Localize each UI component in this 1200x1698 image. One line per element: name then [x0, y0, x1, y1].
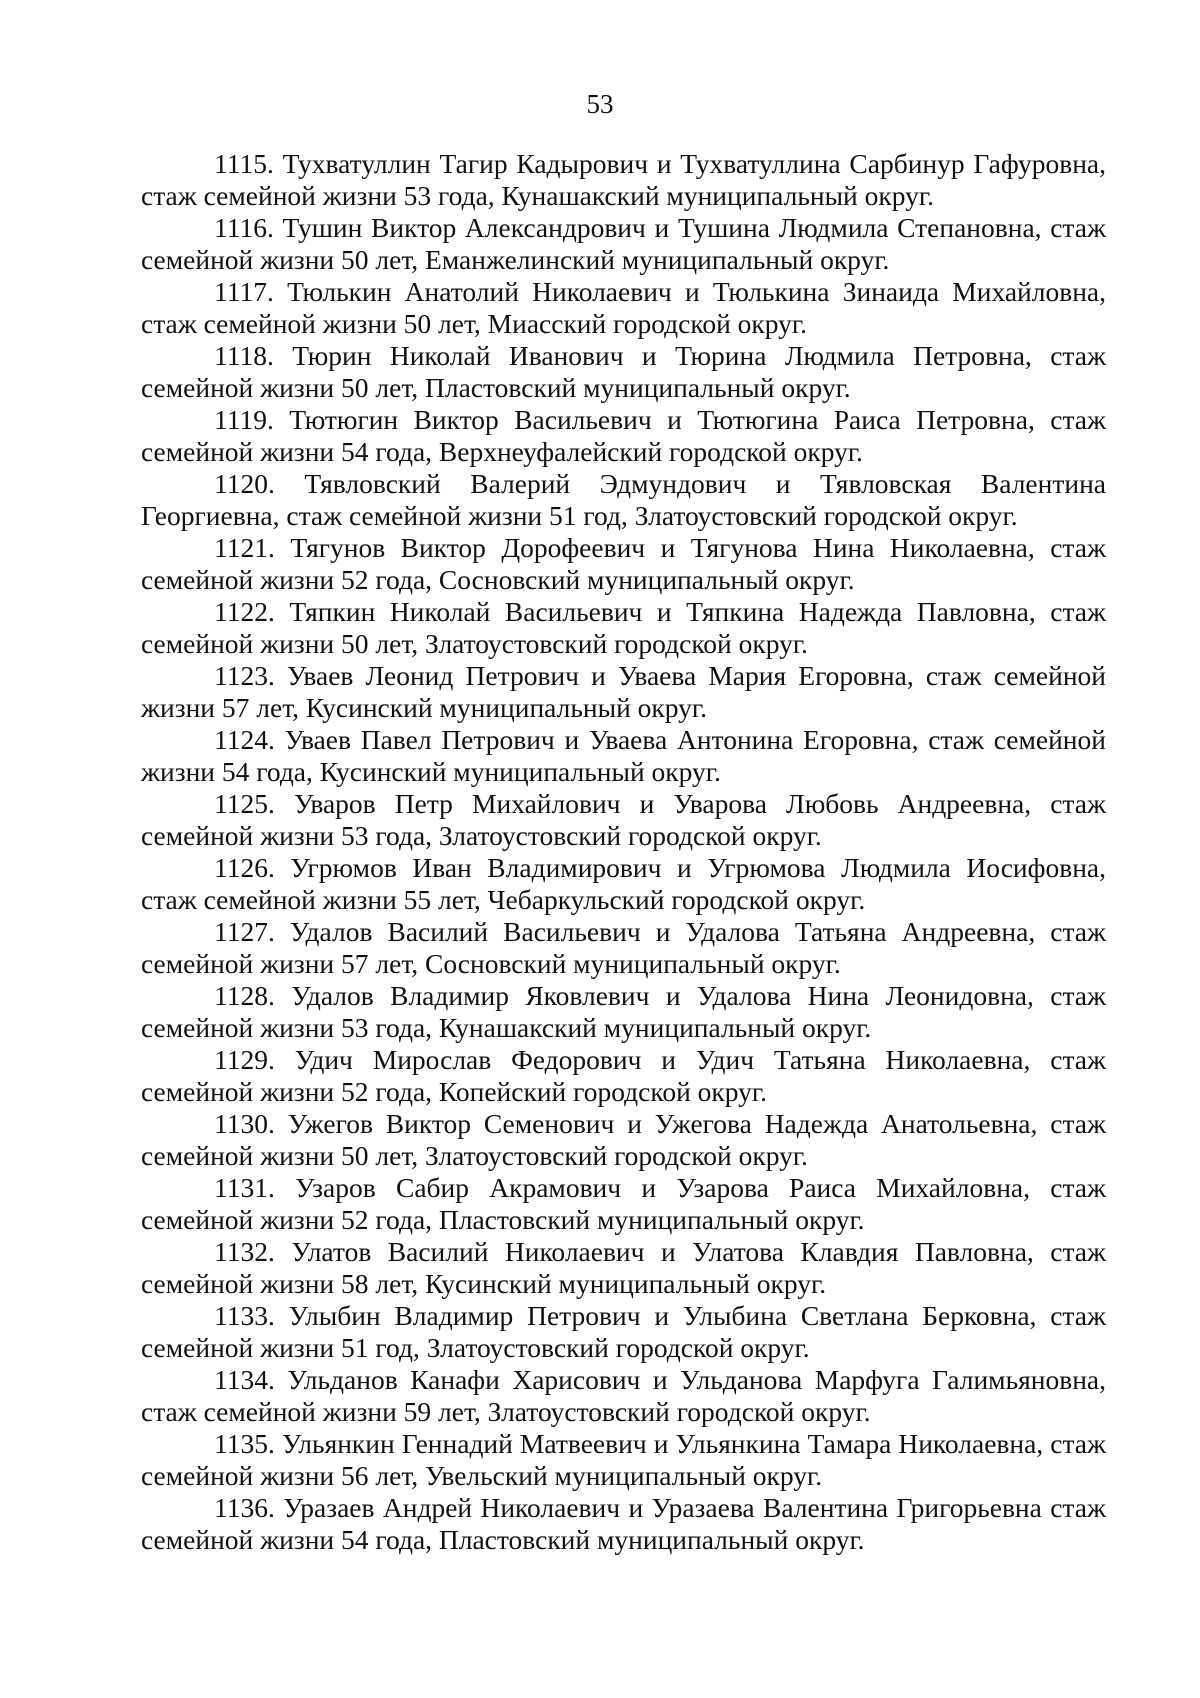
entry-text: Угрюмов Иван Владимирович и Угрюмова Людмила Иосифовна, стаж семейной жизни 55 лет, Чебаркульский городской округ. [141, 852, 1106, 915]
list-item [141, 1300, 1106, 1364]
list-item [141, 212, 1106, 276]
entry-text: Тюрин Николай Иванович и Тюрина Людмила Петровна, стаж семейной жизни 50 лет, Пластовский муниципальный округ. [141, 340, 1106, 403]
entry-number: 1118. [214, 340, 274, 371]
entry-number: 1127. [214, 916, 275, 947]
list-item [141, 1428, 1106, 1492]
entry-text: Ульданов Канафи Харисович и Ульданова Марфуга Галимьяновна, стаж семейной жизни 59 лет, Златоустовский городской округ. [141, 1364, 1107, 1427]
entry-text: Тягунов Виктор Дорофеевич и Тягунова Нина Николаевна, стаж семейной жизни 52 года, Сосновский муниципальный округ. [141, 532, 1106, 595]
entry-number: 1132. [214, 1236, 275, 1267]
entry-text: Удалов Василий Васильевич и Удалова Татьяна Андреевна, стаж семейной жизни 57 лет, Сосновский муниципальный округ. [141, 916, 1107, 979]
list-item [141, 916, 1106, 980]
list-item [141, 596, 1106, 660]
entry-number: 1116. [214, 212, 274, 243]
entry-number: 1124. [214, 724, 275, 755]
entry-number: 1119. [214, 404, 274, 435]
list-item [141, 1236, 1106, 1300]
entry-number: 1133. [214, 1300, 275, 1331]
entry-text: Уваев Леонид Петрович и Уваева Мария Егоровна, стаж семейной жизни 57 лет, Кусинский муниципальный округ. [141, 660, 1107, 723]
entry-text: Ульянкин Геннадий Матвеевич и Ульянкина Тамара Николаевна, стаж семейной жизни 56 лет, Увельский муниципальный округ. [141, 1428, 1107, 1491]
entry-text: Тютюгин Виктор Васильевич и Тютюгина Раиса Петровна, стаж семейной жизни 54 года, Верхнеуфалейский городской округ. [141, 404, 1107, 467]
entry-list [141, 148, 1106, 1556]
entry-text: Удич Мирослав Федорович и Удич Татьяна Николаевна, стаж семейной жизни 52 года, Копейский городской округ. [141, 1044, 1106, 1107]
entry-text: Тявловский Валерий Эдмундович и Тявловская Валентина Георгиевна, стаж семейной жизни 51 год, Златоустовский городской округ. [141, 468, 1106, 531]
entry-number: 1135. [214, 1428, 275, 1459]
entry-text: Улатов Василий Николаевич и Улатова Клавдия Павловна, стаж семейной жизни 58 лет, Кусинский муниципальный округ. [141, 1236, 1107, 1299]
entry-number: 1125. [214, 788, 275, 819]
entry-number: 1122. [214, 596, 275, 627]
entry-text: Удалов Владимир Яковлевич и Удалова Нина Леонидовна, стаж семейной жизни 53 года, Кунашакский муниципальный округ. [141, 980, 1107, 1043]
entry-text: Узаров Сабир Акрамович и Узарова Раиса Михайловна, стаж семейной жизни 52 года, Пластовский муниципальный округ. [141, 1172, 1107, 1235]
list-item [141, 1172, 1106, 1236]
entry-number: 1129. [214, 1044, 275, 1075]
entry-number: 1130. [214, 1108, 275, 1139]
entry-text: Тушин Виктор Александрович и Тушина Людмила Степановна, стаж семейной жизни 50 лет, Еманжелинский муниципальный округ. [141, 212, 1106, 275]
entry-number: 1136. [214, 1492, 275, 1523]
list-item [141, 148, 1106, 212]
list-item [141, 532, 1106, 596]
list-item [141, 724, 1106, 788]
entry-number: 1120. [214, 468, 275, 499]
entry-text: Тюлькин Анатолий Николаевич и Тюлькина Зинаида Михайловна, стаж семейной жизни 50 лет, Миасский городской округ. [141, 276, 1107, 339]
entry-text: Тухватуллин Тагир Кадырович и Тухватуллина Сарбинур Гафуровна, стаж семейной жизни 53 года, Кунашакский муниципальный округ. [141, 148, 1106, 211]
entry-text: Уваров Петр Михайлович и Уварова Любовь Андреевна, стаж семейной жизни 53 года, Златоустовский городской округ. [141, 788, 1106, 851]
list-item [141, 1492, 1106, 1556]
list-item [141, 852, 1106, 916]
page-number: 53 [586, 89, 614, 119]
entry-number: 1117. [214, 276, 274, 307]
list-item [141, 404, 1106, 468]
list-item [141, 1364, 1106, 1428]
list-item [141, 276, 1106, 340]
entry-text: Тяпкин Николай Васильевич и Тяпкина Надежда Павловна, стаж семейной жизни 50 лет, Златоустовский городской округ. [141, 596, 1107, 659]
entry-number: 1131. [214, 1172, 275, 1203]
entry-text: Уразаев Андрей Николаевич и Уразаева Валентина Григорьевна стаж семейной жизни 54 года, Пластовский муниципальный округ. [141, 1492, 1106, 1555]
entry-number: 1128. [214, 980, 275, 1011]
entry-number: 1121. [214, 532, 275, 563]
list-item [141, 468, 1106, 532]
list-item [141, 1044, 1106, 1108]
entry-number: 1134. [214, 1364, 275, 1395]
entry-number: 1126. [214, 852, 275, 883]
list-item [141, 980, 1106, 1044]
entry-text: Ужегов Виктор Семенович и Ужегова Надежда Анатольевна, стаж семейной жизни 50 лет, Златоустовский городской округ. [141, 1108, 1107, 1171]
list-item [141, 660, 1106, 724]
entry-number: 1123. [214, 660, 275, 691]
list-item [141, 788, 1106, 852]
entry-text: Улыбин Владимир Петрович и Улыбина Светлана Берковна, стаж семейной жизни 51 год, Златоустовский городской округ. [141, 1300, 1106, 1363]
entry-text: Уваев Павел Петрович и Уваева Антонина Егоровна, стаж семейной жизни 54 года, Кусинский муниципальный округ. [141, 724, 1106, 787]
list-item [141, 1108, 1106, 1172]
list-item [141, 340, 1106, 404]
entry-number: 1115. [214, 148, 274, 179]
